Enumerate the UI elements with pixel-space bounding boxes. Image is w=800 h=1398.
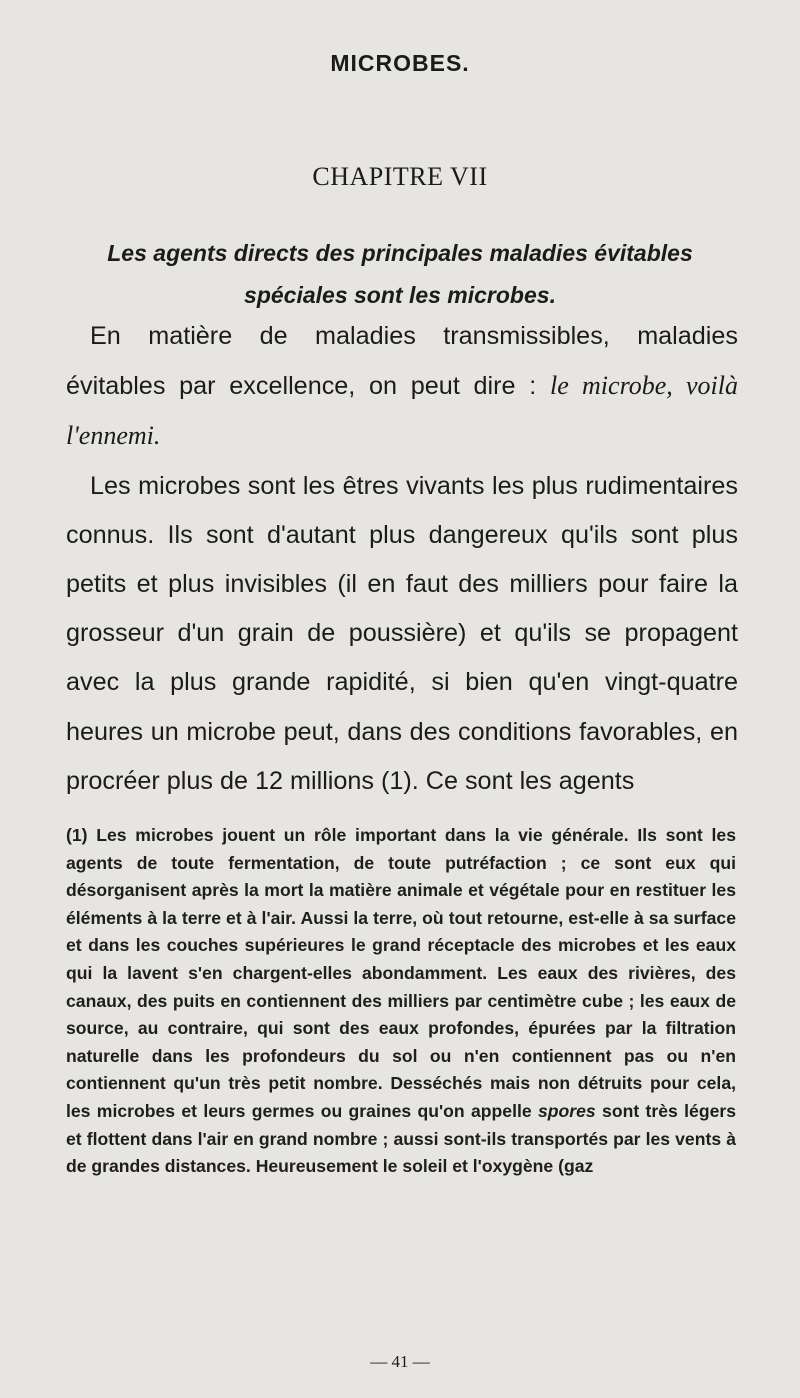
footnote-1 — [66, 822, 736, 1181]
footnote-italic-word: spores — [538, 1100, 596, 1121]
body-text — [66, 312, 738, 806]
chapter-heading-line-2: spéciales sont les microbes. — [244, 282, 556, 308]
page-number: — 41 — — [370, 1352, 430, 1371]
footnote-text-after: sont très légers et flottent dans l'air en grand nombre ; aussi sont-ils transportés par les vents à de grandes distances. Heureusement le soleil et l'oxygène (gaz — [66, 1100, 736, 1177]
paragraph-1 — [66, 312, 738, 462]
chapter-title: CHAPITRE VII — [312, 162, 488, 191]
footnote — [66, 822, 736, 1181]
paragraph-2: Les microbes sont les êtres vivants les plus rudimentaires connus. Ils sont d'autant plus dangereux qu'ils sont plus petits et plus invisibles (il en faut des milliers pour faire la grosseur d'un grain de poussière) et qu'ils se propagent avec la plus grande rapidité, si bien qu'en vingt-quatre heures un microbe peut, dans des conditions favorables, en procréer plus de 12 millions (1). Ce sont les agents — [66, 471, 738, 795]
running-title: MICROBES. — [330, 50, 470, 76]
chapter-heading — [90, 232, 710, 316]
chapter-heading-line-1: Les agents directs des principales maladies évitables — [107, 240, 693, 266]
paragraph-1-text: En matière de maladies transmissibles, maladies évitables par excellence, on peut dire : — [66, 322, 738, 401]
footnote-text-before: (1) Les microbes jouent un rôle important dans la vie générale. Ils sont les agents de toute fermentation, de toute putréfaction ; ce sont eux qui désorganisent après la mort la matière animale et végétale pour en restituer les éléments à la terre et à l'air. Aussi la terre, où tout retourne, est-elle à sa surface et dans les couches supérieures le grand réceptacle des microbes et les eaux qui la lavent s'en chargent-elles abondamment. Les eaux des rivières, des canaux, des puits en contiennent des milliers par centimètre cube ; les eaux de source, au contraire, qui sont des eaux profondes, épurées par la filtration naturelle dans les profondeurs du sol ou n'en contiennent pas ou n'en contiennent qu'un très petit nombre. Desséchés mais non détruits pour cela, les microbes et leurs germes ou graines qu'on appelle — [66, 825, 736, 1121]
paragraph-1-italic: le microbe, voilà l'ennemi. — [66, 371, 738, 451]
